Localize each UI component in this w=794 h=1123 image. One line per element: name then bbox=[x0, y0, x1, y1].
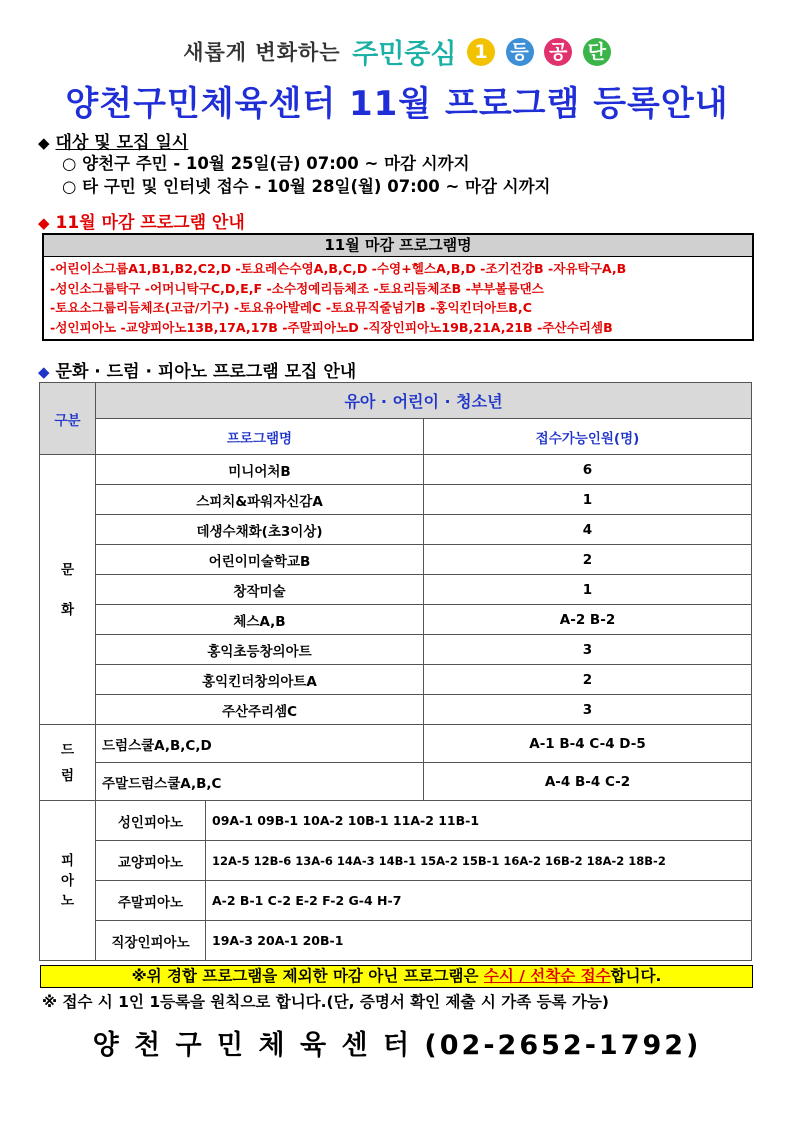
program-capacity: 2 bbox=[424, 665, 752, 695]
program-capacity: 6 bbox=[424, 455, 752, 485]
culture-label bbox=[40, 455, 96, 725]
program-capacity: A-2 B-1 C-2 E-2 F-2 G-4 H-7 bbox=[206, 881, 752, 921]
page-title: 양천구민체육센터 11월 프로그램 등록안내 bbox=[65, 84, 729, 124]
piano-label-1: 피 bbox=[60, 852, 75, 869]
capacity-header: 접수가능인원(명) bbox=[424, 419, 752, 455]
program-name: 직장인피아노 bbox=[96, 921, 206, 961]
closed-programs-box bbox=[42, 233, 754, 341]
diamond-icon: ◆ bbox=[38, 214, 50, 232]
program-name: 주말피아노 bbox=[96, 881, 206, 921]
program-capacity: 3 bbox=[424, 635, 752, 665]
section3-heading-text: 문화 · 드럼 · 피아노 프로그램 모집 안내 bbox=[55, 362, 357, 382]
program-name: 홍익킨더창의아트A bbox=[96, 665, 424, 695]
culture-label-1: 문 bbox=[60, 561, 75, 578]
closed-programs-line: -토요소그룹리듬체조(고급/기구) -토요유아발레C -토요뮤직줄넘기B -홍익킨더아트B,C bbox=[50, 300, 532, 315]
section1-heading-text: 대상 및 모집 일시 bbox=[55, 133, 189, 153]
center-contact: 양 천 구 민 체 육 센 터 (02-2652-1792) bbox=[92, 1030, 702, 1061]
piano-label bbox=[40, 801, 96, 961]
culture-label-2: 화 bbox=[60, 601, 75, 618]
section1-line-2: ○ 타 구민 및 인터넷 접수 - 10월 28일(월) 07:00 ~ 마감 시까지 bbox=[62, 177, 551, 196]
notice-highlight: 수시 / 선착순 접수 bbox=[483, 967, 611, 985]
program-name: 성인피아노 bbox=[96, 801, 206, 841]
program-capacity: 3 bbox=[424, 695, 752, 725]
piano-label-2: 아 bbox=[60, 872, 75, 889]
notice-prefix: ※위 경합 프로그램을 제외한 마감 아닌 프로그램은 bbox=[131, 967, 484, 985]
diamond-icon: ◆ bbox=[38, 363, 50, 381]
program-capacity: 19A-3 20A-1 20B-1 bbox=[206, 921, 752, 961]
program-name: 창작미술 bbox=[96, 575, 424, 605]
notice-suffix: 합니다. bbox=[610, 967, 662, 985]
drum-label-1: 드 bbox=[60, 741, 75, 758]
section2-heading-text: 11월 마감 프로그램 안내 bbox=[55, 213, 245, 233]
program-name: 주말드럼스쿨A,B,C bbox=[96, 763, 424, 801]
audience-header: 유아 · 어린이 · 청소년 bbox=[96, 383, 752, 419]
first-come-notice bbox=[40, 965, 753, 988]
program-name-header: 프로그램명 bbox=[96, 419, 424, 455]
program-name: 체스A,B bbox=[96, 605, 424, 635]
program-capacity: A-4 B-4 C-2 bbox=[424, 763, 752, 801]
program-capacity: 1 bbox=[424, 485, 752, 515]
piano-label-3: 노 bbox=[60, 892, 75, 909]
program-capacity: 09A-1 09B-1 10A-2 10B-1 11A-2 11B-1 bbox=[206, 801, 752, 841]
program-capacity: 2 bbox=[424, 545, 752, 575]
section3-heading bbox=[38, 357, 356, 382]
diamond-icon: ◆ bbox=[38, 134, 50, 152]
closed-programs-header: 11월 마감 프로그램명 bbox=[44, 235, 752, 257]
program-name: 주산주리셈C bbox=[96, 695, 424, 725]
program-name: 홍익초등창의아트 bbox=[96, 635, 424, 665]
slogan-highlight: 주민중심 bbox=[352, 39, 457, 70]
badge-1: 1 bbox=[467, 38, 495, 66]
badge-4: 단 bbox=[583, 38, 611, 66]
program-name: 데생수채화(초3이상) bbox=[96, 515, 424, 545]
closed-programs-list bbox=[44, 257, 752, 339]
registration-rule: ※ 접수 시 1인 1등록을 원칙으로 합니다.(단, 증명서 확인 제출 시 가족 등록 가능) bbox=[42, 993, 609, 1011]
badge-2: 등 bbox=[506, 38, 534, 66]
slogan-text: 새롭게 변화하는 bbox=[183, 40, 341, 65]
program-capacity: 12A-5 12B-6 13A-6 14A-3 14B-1 15A-2 15B-1 16A-2 16B-2 18A-2 18B-2 bbox=[206, 841, 752, 881]
closed-programs-line: -성인피아노 -교양피아노13B,17A,17B -주말피아노D -직장인피아노19B,21A,21B -주산수리셈B bbox=[50, 319, 613, 335]
closed-programs-line: -어린이소그룹A1,B1,B2,C2,D -토요레슨수영A,B,C,D -수영+헬스A,B,D -조기건강B -자유탁구A,B bbox=[50, 261, 627, 276]
program-capacity: A-2 B-2 bbox=[424, 605, 752, 635]
col-group-header: 구분 bbox=[40, 383, 96, 455]
section2-heading bbox=[38, 208, 245, 233]
program-capacity: A-1 B-4 C-4 D-5 bbox=[424, 725, 752, 763]
section1-line-1: ○ 양천구 주민 - 10월 25일(금) 07:00 ~ 마감 시까지 bbox=[62, 154, 470, 173]
program-name: 교양피아노 bbox=[96, 841, 206, 881]
program-name: 미니어처B bbox=[96, 455, 424, 485]
program-capacity: 4 bbox=[424, 515, 752, 545]
program-table bbox=[39, 382, 752, 961]
program-name: 스피치&파워자신감A bbox=[96, 485, 424, 515]
badge-3: 공 bbox=[544, 38, 572, 66]
slogan bbox=[0, 32, 794, 71]
closed-programs-line: -성인소그룹탁구 -어머니탁구C,D,E,F -소수정예리듬체조 -토요리듬체조B -부부볼룸댄스 bbox=[50, 280, 544, 296]
program-name: 드럼스쿨A,B,C,D bbox=[96, 725, 424, 763]
program-capacity: 1 bbox=[424, 575, 752, 605]
drum-label-2: 럼 bbox=[60, 767, 75, 784]
program-name: 어린이미술학교B bbox=[96, 545, 424, 575]
drum-label bbox=[40, 725, 96, 801]
